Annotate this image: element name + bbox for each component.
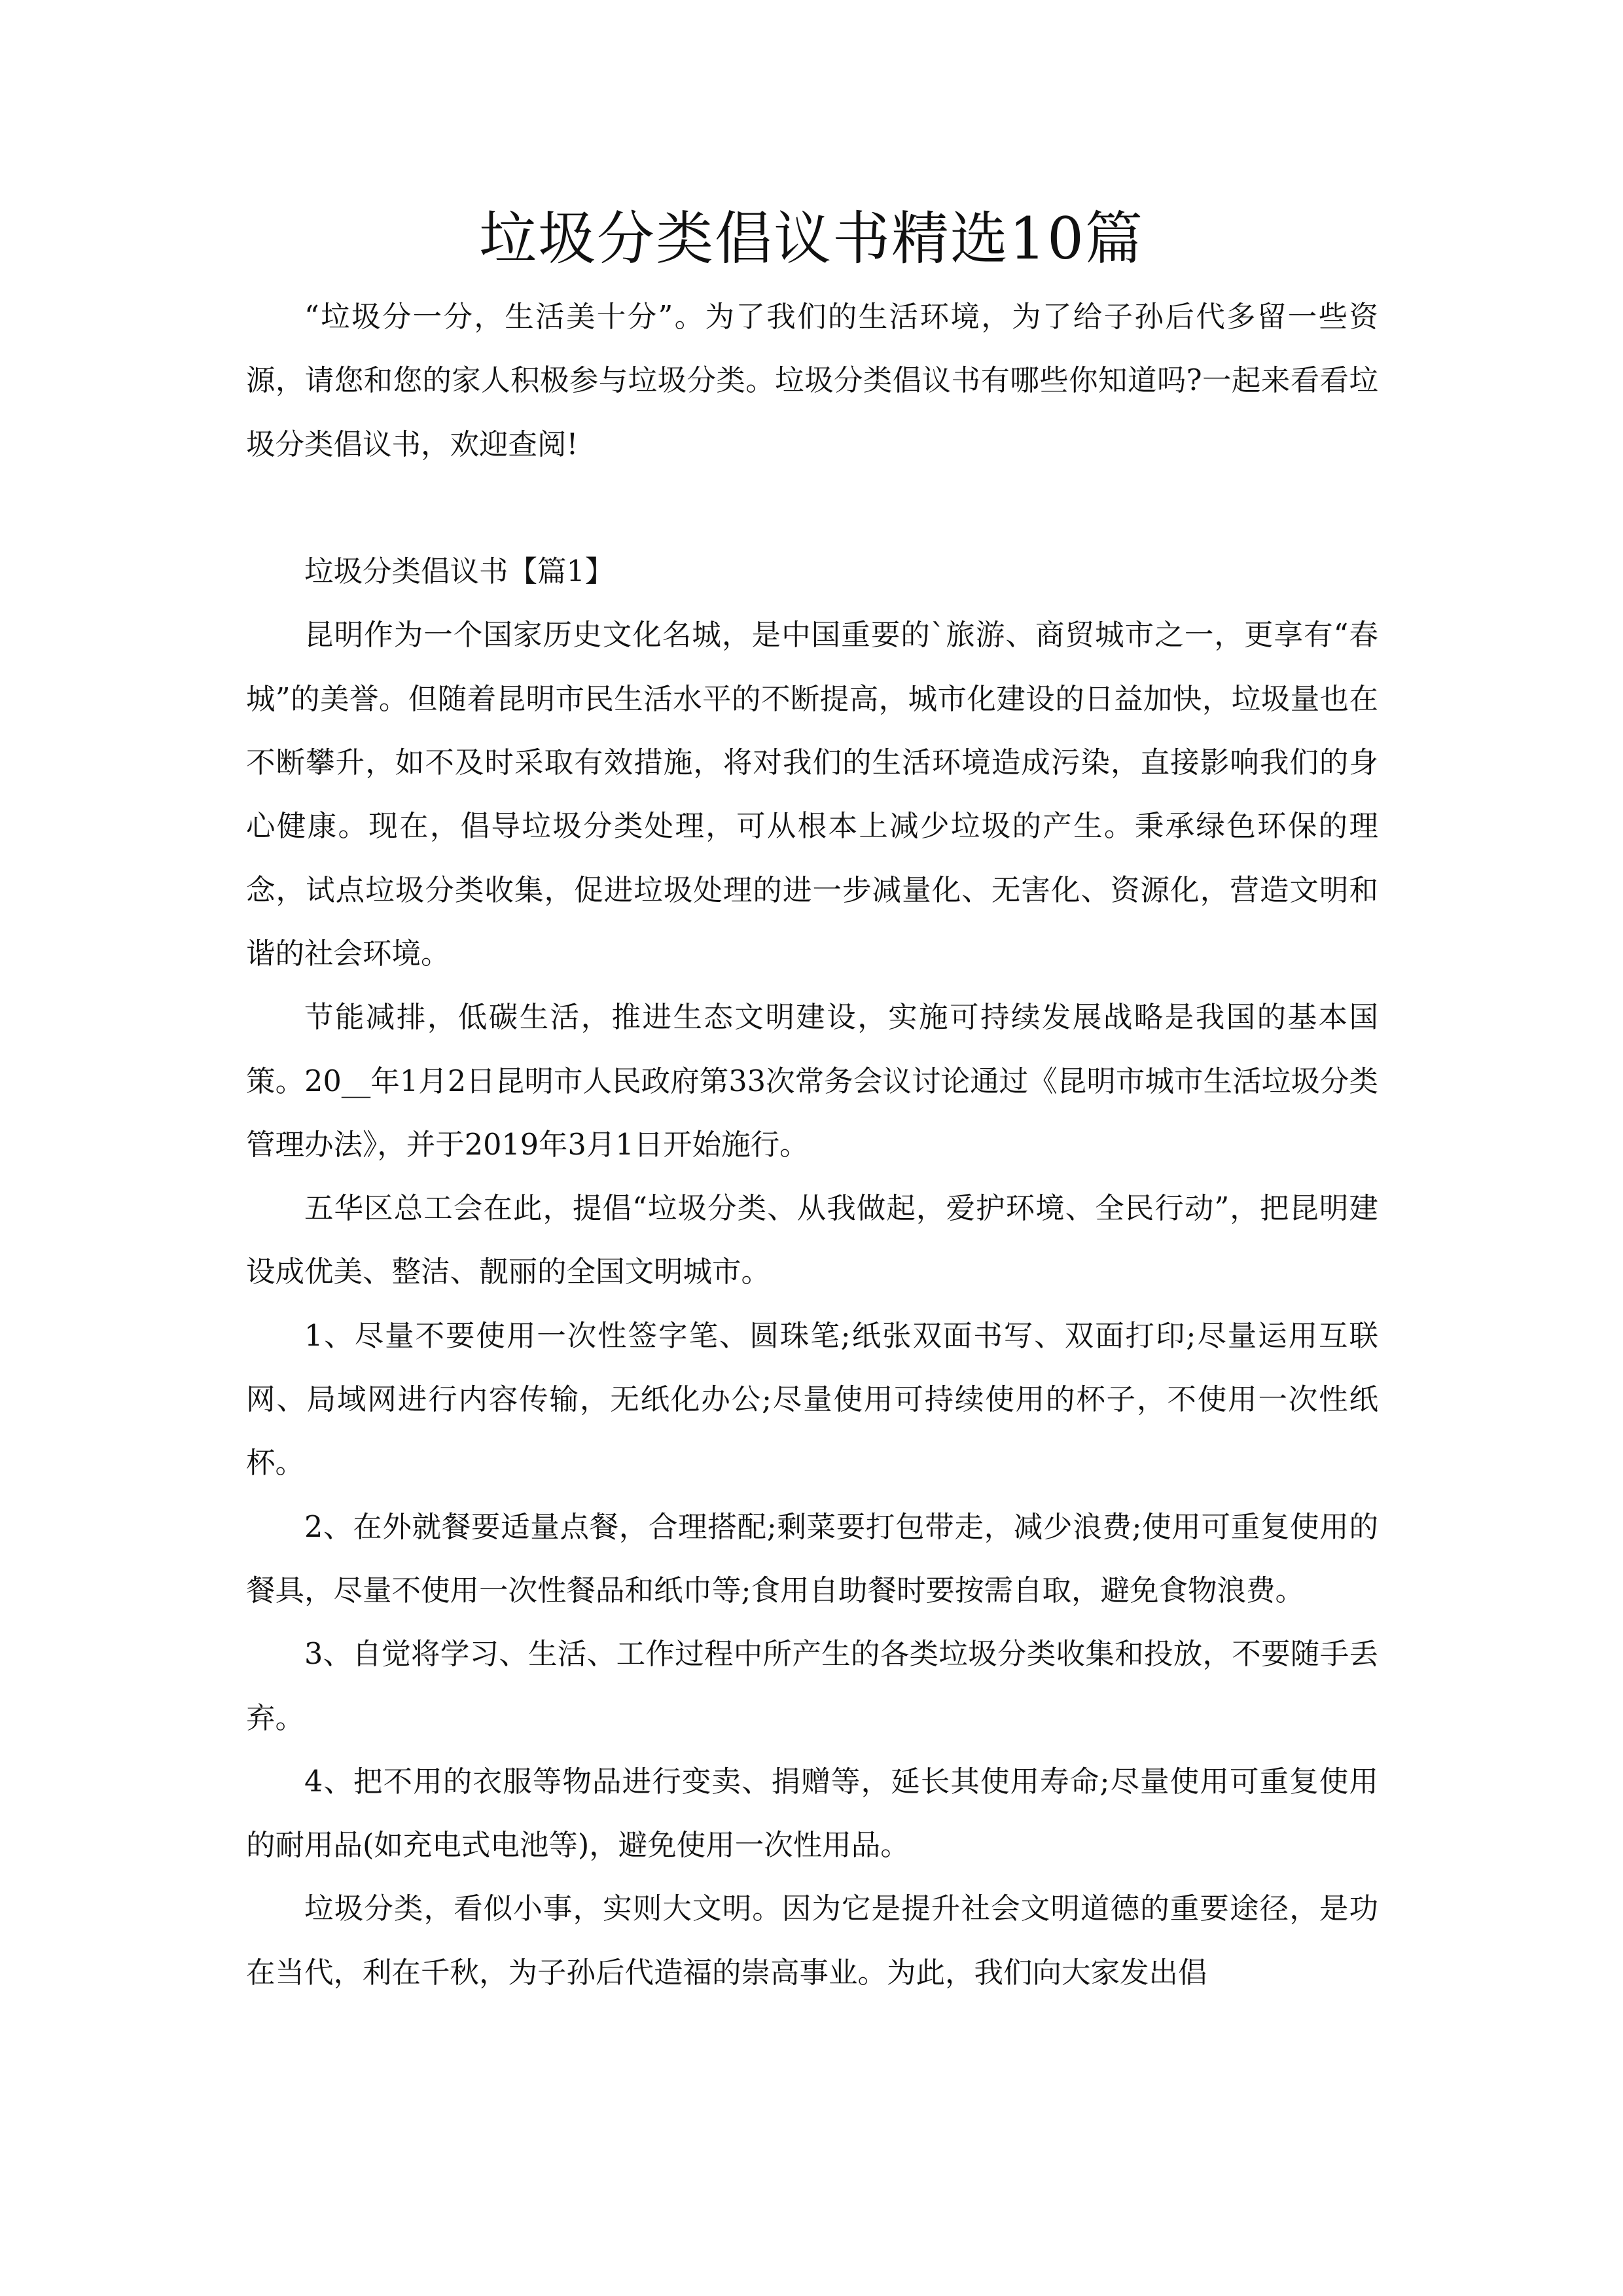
intro-paragraph: “垃圾分一分，生活美十分”。为了我们的生活环境，为了给子孙后代多留一些资源，请您和您的家人积极参与垃圾分类。垃圾分类倡议书有哪些你知道吗?一起来看看垃圾分类倡议书，欢迎查阅! xyxy=(246,300,1378,461)
list-item-3: 3、自觉将学习、生活、工作过程中所产生的各类垃圾分类收集和投放，不要随手丢弃。 xyxy=(246,1638,1378,1735)
document-title: 垃圾分类倡议书精选10篇 xyxy=(479,205,1144,272)
body-paragraph: 昆明作为一个国家历史文化名城，是中国重要的`旅游、商贸城市之一，更享有“春城”的美誉。但随着昆明市民生活水平的不断提高，城市化建设的日益加快，垃圾量也在不断攀升，如不及时采取有效措施，将对我们的生活环境造成污染，直接影响我们的身心健康。现在，倡导垃圾分类处理，可从根本上减少垃圾的产生。秉承绿色环保的理念，试点垃圾分类收集，促进垃圾处理的进一步减量化、无害化、资源化，营造文明和谐的社会环境。 xyxy=(246,619,1378,971)
list-item-2: 2、在外就餐要适量点餐，合理搭配;剩菜要打包带走，减少浪费;使用可重复使用的餐具，尽量不使用一次性餐品和纸巾等;食用自助餐时要按需自取，避免食物浪费。 xyxy=(246,1510,1378,1607)
body-paragraph: 垃圾分类，看似小事，实则大文明。因为它是提升社会文明道德的重要途径，是功在当代，利在千秋，为子孙后代造福的崇高事业。为此，我们向大家发出倡 xyxy=(246,1892,1378,1990)
document-body xyxy=(246,285,1378,2005)
body-paragraph: 节能减排，低碳生活，推进生态文明建设，实施可持续发展战略是我国的基本国策。20__年1月2日昆明市人民政府第33次常务会议讨论通过《昆明市城市生活垃圾分类管理办法》，并于2019年3月1日开始施行。 xyxy=(246,1001,1378,1162)
blank-line xyxy=(246,476,1378,540)
body-paragraph: 五华区总工会在此，提倡“垃圾分类、从我做起，爱护环境、全民行动”，把昆明建设成优美、整洁、靓丽的全国文明城市。 xyxy=(246,1192,1378,1289)
list-item-1: 1、尽量不要使用一次性签字笔、圆珠笔;纸张双面书写、双面打印;尽量运用互联网、局域网进行内容传输，无纸化办公;尽量使用可持续使用的杯子，不使用一次性纸杯。 xyxy=(246,1319,1378,1480)
list-item-4: 4、把不用的衣服等物品进行变卖、捐赠等，延长其使用寿命;尽量使用可重复使用的耐用品(如充电式电池等)，避免使用一次性用品。 xyxy=(246,1765,1378,1863)
section-heading: 垃圾分类倡议书【篇1】 xyxy=(304,555,615,589)
